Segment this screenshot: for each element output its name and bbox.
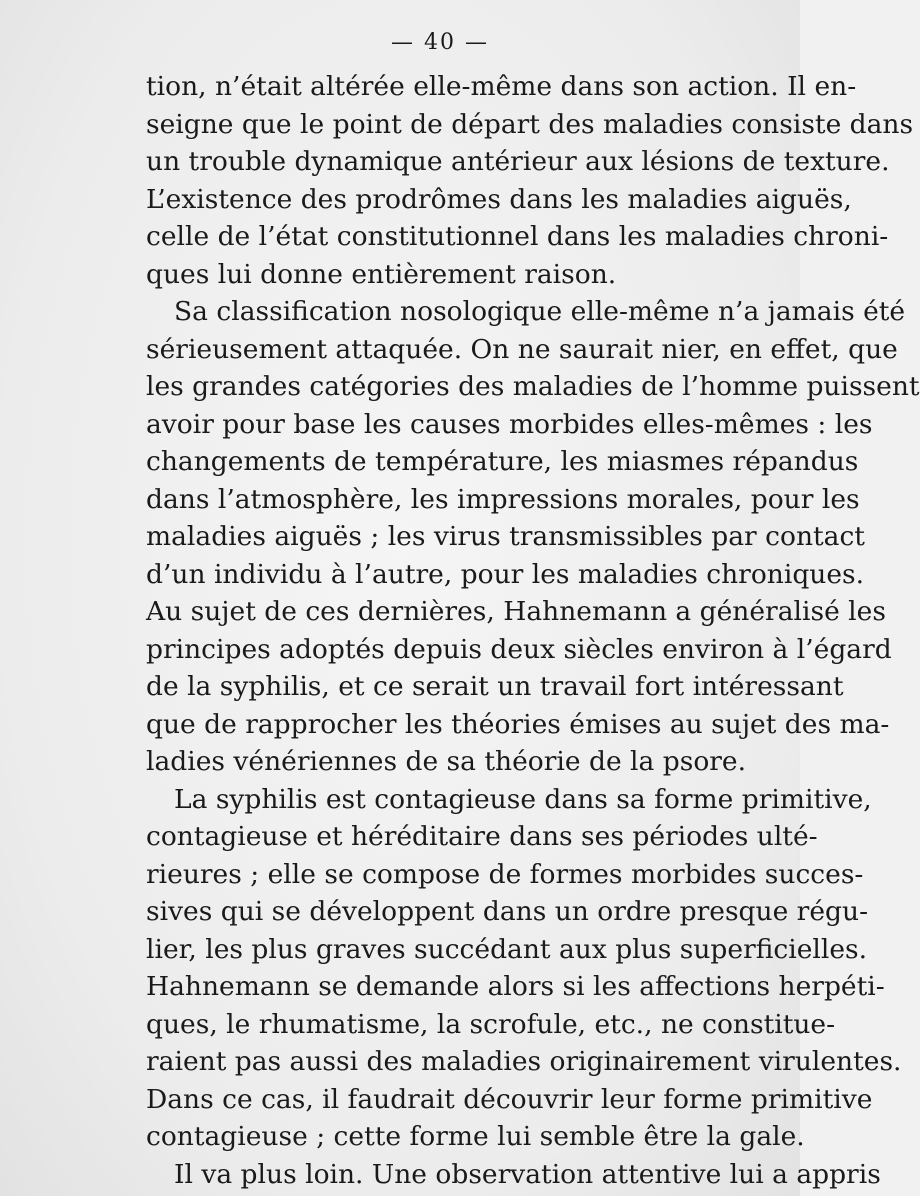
text-line: lier, les plus graves succédant aux plus superficielles. bbox=[146, 933, 868, 965]
text-line: seigne que le point de départ des maladies consiste dans bbox=[146, 108, 914, 140]
text-line: changements de température, les miasmes répandus bbox=[146, 446, 859, 477]
text-line: que de rapprocher les théories émises au sujet des ma- bbox=[146, 708, 890, 740]
text-line: ladies vénériennes de sa théorie de la psore. bbox=[146, 746, 747, 777]
text-line: Sa classification nosologique elle-même n’a jamais été bbox=[174, 296, 906, 327]
text-line: de la syphilis, et ce serait un travail fort intéressant bbox=[146, 671, 844, 702]
text-line: tion, n’était altérée elle-même dans son action. Il en- bbox=[146, 71, 857, 102]
text-line: celle de l’état constitutionnel dans les maladies chroni- bbox=[146, 221, 889, 252]
text-line: principes adoptés depuis deux siècles environ à l’égard bbox=[146, 633, 892, 665]
text-line: ques lui donne entièrement raison. bbox=[146, 258, 617, 290]
text-line: rieures ; elle se compose de formes morbides succes- bbox=[146, 858, 864, 890]
body-text bbox=[146, 68, 920, 1193]
text-line: maladies aiguës ; les virus transmissibles par contact bbox=[146, 521, 865, 552]
text-line: sives qui se développent dans un ordre presque régu- bbox=[146, 896, 869, 927]
text-line: les grandes catégories des maladies de l’homme puissent bbox=[146, 371, 920, 402]
text-line: contagieuse et héréditaire dans ses périodes ulté- bbox=[146, 821, 818, 852]
text-line: L’existence des prodrômes dans les maladies aiguës, bbox=[146, 183, 852, 215]
text-line: contagieuse ; cette forme lui semble être la gale. bbox=[146, 1121, 805, 1152]
text-line: sérieusement attaquée. On ne saurait nier, en effet, que bbox=[146, 333, 898, 365]
page-number: — 40 — bbox=[391, 30, 489, 55]
text-line: La syphilis est contagieuse dans sa forme primitive, bbox=[174, 783, 872, 815]
text-line: raient pas aussi des maladies originairement virulentes. bbox=[146, 1046, 902, 1077]
text-line: Hahnemann se demande alors si les affections herpéti- bbox=[146, 971, 885, 1002]
text-line: Au sujet de ces dernières, Hahnemann a généralisé les bbox=[146, 596, 886, 627]
text-line: Dans ce cas, il faudrait découvrir leur forme primitive bbox=[146, 1083, 873, 1115]
text-line: Il va plus loin. Une observation attentive lui a appris bbox=[174, 1158, 881, 1190]
text-line: d’un individu à l’autre, pour les maladies chroniques. bbox=[146, 558, 865, 590]
text-line: un trouble dynamique antérieur aux lésions de texture. bbox=[146, 146, 890, 177]
text-line: dans l’atmosphère, les impressions morales, pour les bbox=[146, 483, 860, 515]
text-line: ques, le rhumatisme, la scrofule, etc., ne constitue- bbox=[146, 1008, 836, 1040]
text-line: avoir pour base les causes morbides elles-mêmes : les bbox=[146, 408, 873, 440]
